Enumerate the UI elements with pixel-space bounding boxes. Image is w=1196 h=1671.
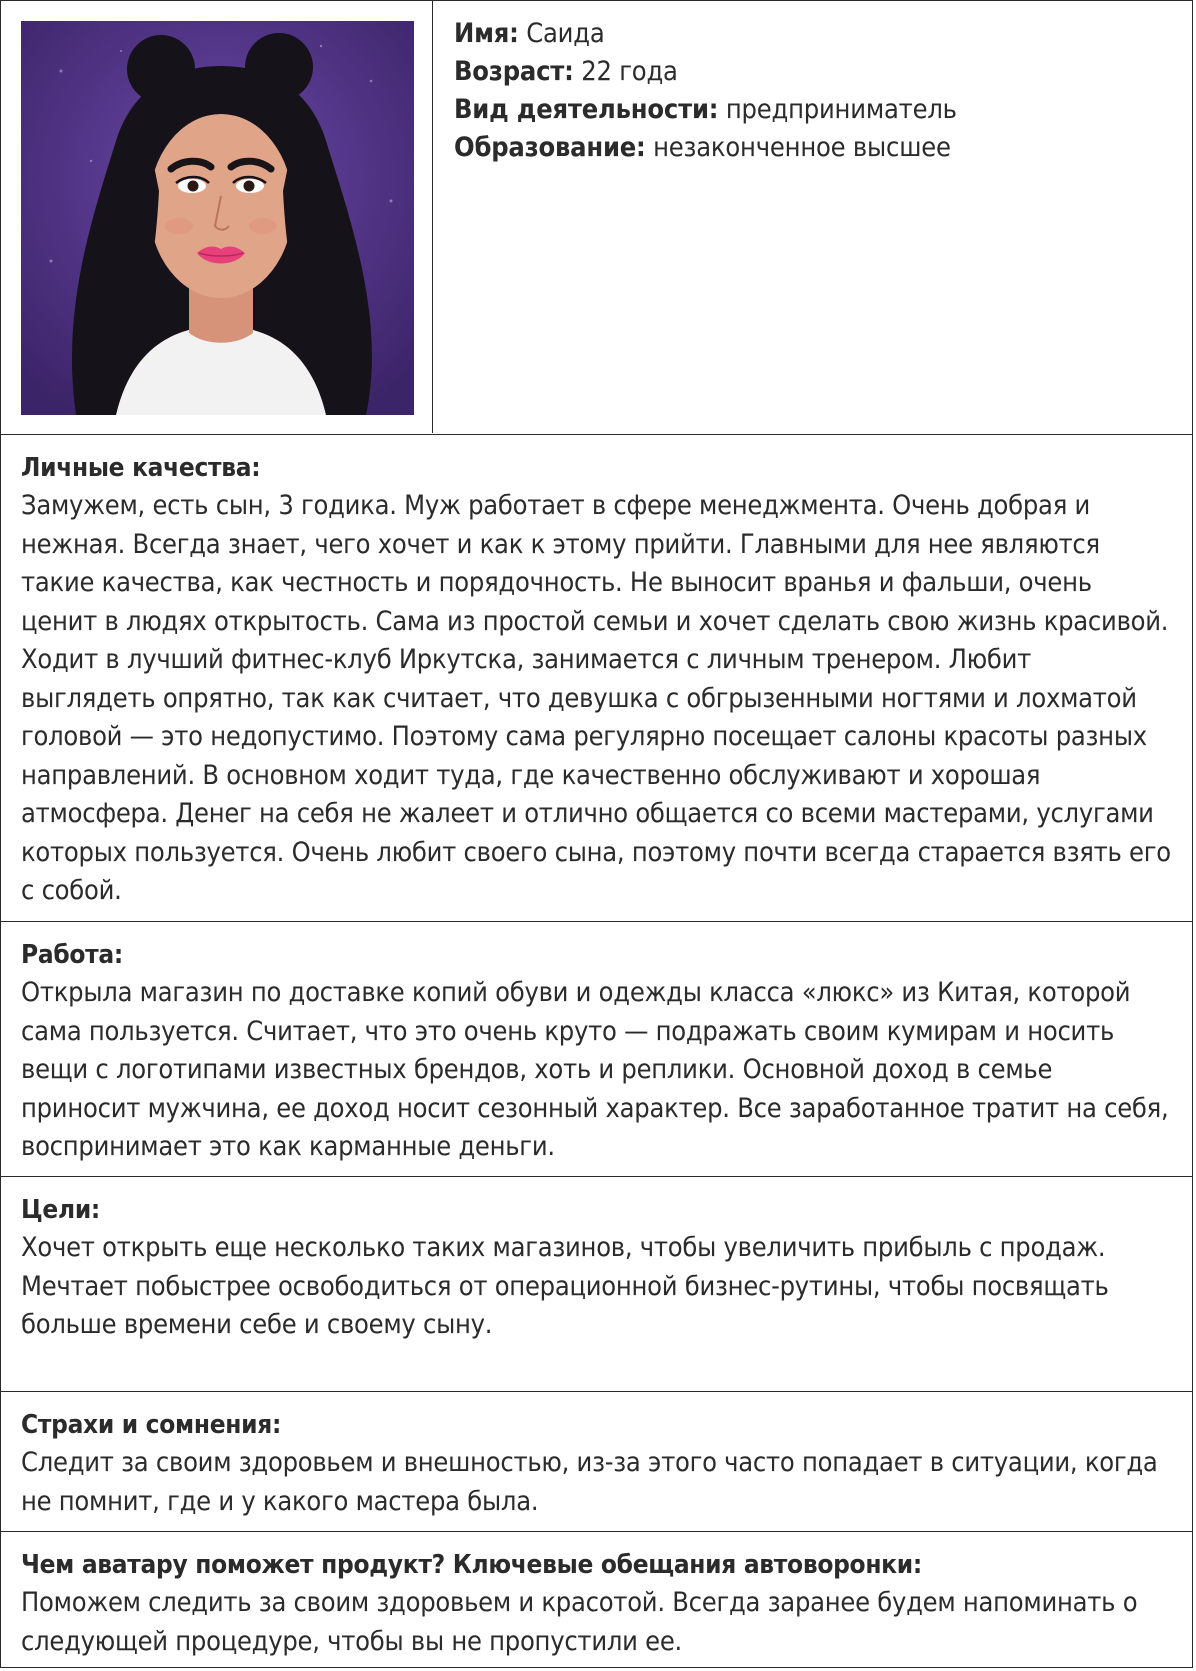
occupation-label: Вид деятельности: <box>454 94 719 125</box>
personal-title: Личные качества: <box>21 453 261 483</box>
portrait-cell <box>1 1 433 433</box>
goals-text <box>21 1229 1172 1345</box>
fears-section <box>1 1392 1192 1532</box>
promise-section <box>1 1532 1192 1669</box>
personal-text: Замужем, есть сын, 3 годика. Муж работает в сфере менеджмента. Очень добрая и нежная. Всегда знает, чего хочет и как к этому прийти. Главными для нее являются такие качества, как честность и порядочность. Не выносит вранья и фальши, очень ценит в людях открытость. Сама из простой семьи и хочет сделать свою жизнь красивой. Ходит в лучший фитнес-клуб Иркутска, занимается с личным тренером. Любит выглядеть опрятно, так как считает, что девушка с обгрызенными ногтями и лохматой головой — это недопустимо. Поэтому сама регулярно посещает салоны красоты разных направлений. В основном ходит туда, где качественно обслуживают и хорошая атмосфера. Денег на себя не жалеет и отлично общается со всеми мастерами, услугами которых пользуется. Очень любит своего сына, поэтому почти всегда старается взять его с собой. <box>21 490 1171 906</box>
profile-occupation-line <box>454 91 1182 129</box>
education-value: незаконченное высшее <box>653 132 951 163</box>
promise-text: Поможем следить за своим здоровьем и красотой. Всегда заранее будем напоминать о следующей процедуре, чтобы вы не пропустили ее. <box>21 1587 1138 1657</box>
age-value: 22 года <box>581 56 678 87</box>
profile-header <box>1 1 1192 435</box>
occupation-value: предприниматель <box>725 94 957 125</box>
portrait-image <box>21 21 414 415</box>
portrait-illustration <box>21 21 414 415</box>
profile-age-line <box>454 53 1182 91</box>
goals-text-1: Хочет открыть еще несколько таких магазинов, чтобы увеличить прибыль с продаж. <box>21 1232 1106 1263</box>
fears-text: Следит за своим здоровьем и внешностью, из-за этого часто попадает в ситуации, когда не помнит, где и у какого мастера была. <box>21 1447 1158 1517</box>
name-value: Саида <box>526 18 605 49</box>
work-text: Открыла магазин по доставке копий обуви и одежды класса «люкс» из Китая, которой сама пользуется. Считает, что это очень круто — подражать своим кумирам и носить вещи с логотипами известных брендов, хоть и реплики. Основной доход в семье приносит мужчина, ее доход носит сезонный характер. Все заработанное тратит на себя, воспринимает это как карманные деньги. <box>21 977 1169 1162</box>
goals-title: Цели: <box>21 1195 100 1225</box>
profile-education-line <box>454 129 1182 167</box>
education-label: Образование: <box>454 132 646 163</box>
goals-section <box>1 1177 1192 1392</box>
promise-title: Чем аватару поможет продукт? Ключевые обещания автоворонки: <box>21 1550 922 1580</box>
work-section <box>1 922 1192 1177</box>
work-title: Работа: <box>21 940 123 970</box>
age-label: Возраст: <box>454 56 574 87</box>
goals-text-2: Мечтает побыстрее освободиться от операционной бизнес-рутины, чтобы посвящать больше времени себе и своему сыну. <box>21 1270 1109 1340</box>
personal-section <box>1 435 1192 922</box>
profile-name-line <box>454 15 1182 53</box>
profile-info <box>454 15 1182 167</box>
name-label: Имя: <box>454 18 519 49</box>
fears-title: Страхи и сомнения: <box>21 1410 281 1440</box>
